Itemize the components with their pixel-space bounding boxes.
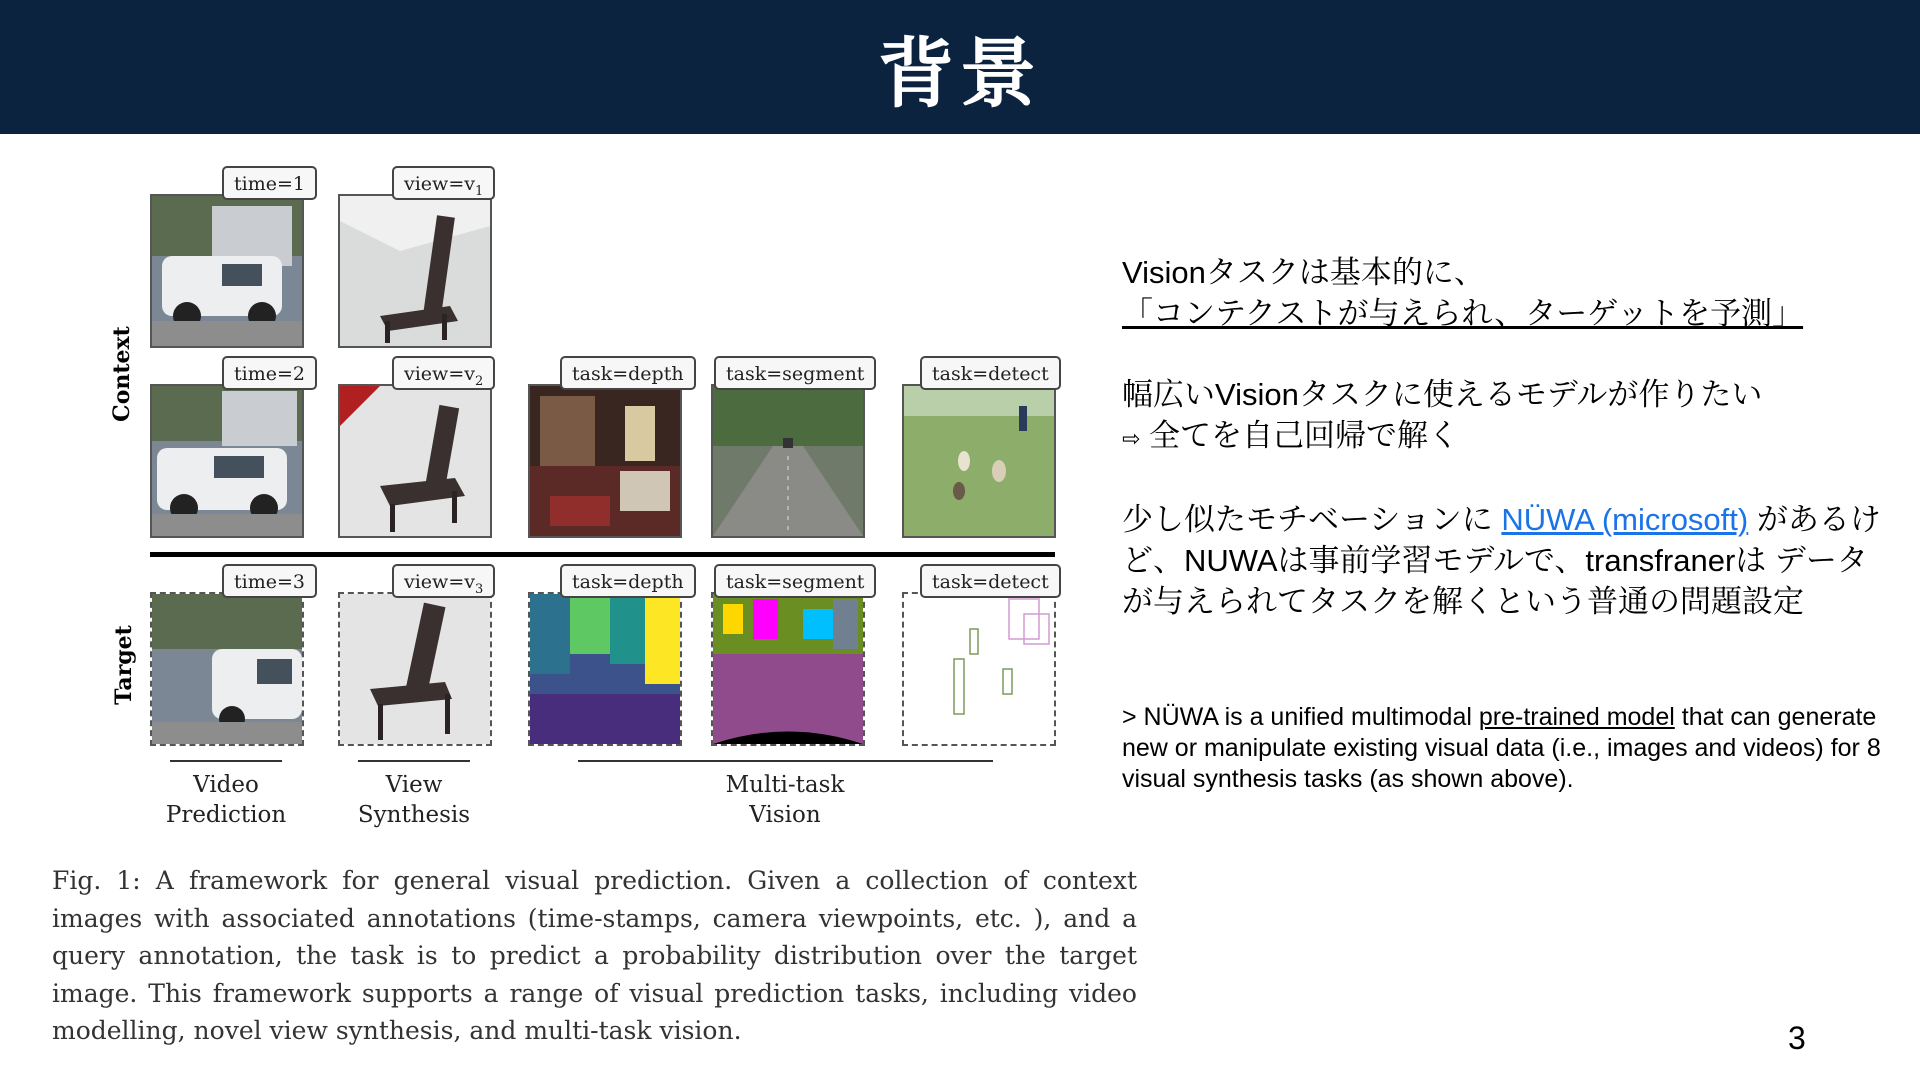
nuwa-quote: > NÜWA is a unified multimodal pre-trained model that can generate new or manipulate existing visual data (i.e., images and videos) for 8 visual synthesis tasks (as shown above).: [1122, 703, 1881, 793]
context-detect-rgb: [902, 384, 1056, 538]
tag-time-3: time=3: [222, 564, 317, 598]
arrow-icon: ⇨: [1122, 426, 1141, 451]
tag-view-3: $view=v_3$: [392, 564, 495, 598]
context-view-2: [338, 384, 492, 538]
bracket-multitask: [578, 760, 993, 762]
nuwa-link[interactable]: NÜWA (microsoft): [1501, 502, 1749, 537]
context-depth-rgb: [528, 384, 682, 538]
context-video-frame-1: [150, 194, 304, 348]
tag-segment-target: task=segment: [714, 564, 876, 598]
label-video-prediction: Video Prediction: [165, 772, 287, 828]
tag-time-1: time=1: [222, 166, 317, 200]
context-target-divider: [150, 552, 1055, 557]
context-view-1: [338, 194, 492, 348]
tag-view-2: $view=v_2$: [392, 356, 495, 390]
text-line-4: ⇨ 全てを自己回帰で解く: [1122, 418, 1460, 453]
tag-detect-context: task=detect: [920, 356, 1061, 390]
figure-caption: Fig. 1: A framework for general visual prediction. Given a collection of context images with associated annotations (time-stamps, camera viewpoints, etc. ), and a query annotation, the task is to predict a probability distribution over the target image. This framework supports a range of visual prediction tasks, including video modelling, novel view synthesis, and multi-task vision.: [52, 866, 1137, 1045]
target-video-frame-3: [150, 592, 304, 746]
tag-view-1: $view=v_1$: [392, 166, 495, 200]
slide-title: 背景: [878, 28, 1042, 118]
context-label: Context: [108, 326, 135, 422]
target-depth-map: [528, 592, 682, 746]
text-line-3: 幅広いVisionタスクに使えるモデルが作りたい: [1122, 377, 1763, 412]
tag-segment-context: task=segment: [714, 356, 876, 390]
tag-detect-target: task=detect: [920, 564, 1061, 598]
context-segment-rgb: [711, 384, 865, 538]
label-multitask-vision: Multi-task Vision: [725, 772, 845, 828]
target-segment-map: [711, 592, 865, 746]
tag-depth-target: task=depth: [560, 564, 696, 598]
title-bar: [0, 0, 1920, 134]
tag-depth-context: task=depth: [560, 356, 696, 390]
target-detect-boxes: [902, 592, 1056, 746]
target-label: Target: [110, 625, 137, 705]
label-view-synthesis: View Synthesis: [357, 772, 471, 828]
target-view-3: [338, 592, 492, 746]
framework-figure: [0, 134, 1100, 854]
text-paragraph-3: 少し似たモチベーションに NÜWA (microsoft) があるけど、NUWAは事前学習モデルで、transfranerは データが与えられてタスクを解くという普通の問題設定: [1122, 502, 1881, 619]
page-number: 3: [1788, 1020, 1806, 1056]
bracket-view: [358, 760, 470, 762]
context-video-frame-2: [150, 384, 304, 538]
text-line-1: Visionタスクは基本的に、: [1122, 255, 1485, 290]
text-line-2: 「コンテクストが与えられ、ターゲットを予測」: [1122, 296, 1804, 331]
explanation-text: [1122, 252, 1892, 622]
bracket-video: [170, 760, 282, 762]
tag-time-2: time=2: [222, 356, 317, 390]
